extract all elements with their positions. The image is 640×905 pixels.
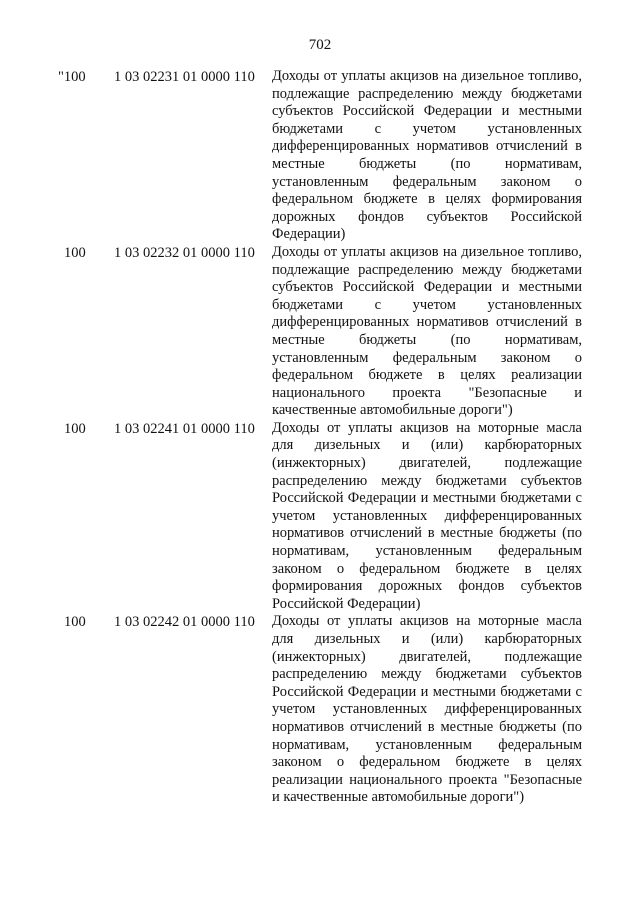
admin-code-cell: "100 xyxy=(58,69,86,85)
revenue-name-cell: Доходы от уплаты акцизов на дизельное топливо, подлежащие распределению между бюджетами субъектов Российской Федерации и местными бюджетами с учетом установленных дифференцированных нормативов отчислений в местные бюджеты (по нормативам, установленным федеральным законом о федеральном бюджете в целях формирования дорожных фондов субъектов Российской Федерации) xyxy=(272,68,582,243)
admin-code-cell: 100 xyxy=(64,420,86,437)
table-row xyxy=(64,244,584,420)
budget-code-cell: 1 03 02242 01 0000 110 xyxy=(114,614,255,631)
revenue-name-cell: Доходы от уплаты акцизов на моторные масла для дизельных и (или) карбюраторных (инжекторных) двигателей, подлежащие распределению между бюджетами субъектов Российской Федерации и местными бюджетами с учетом установленных дифференцированных нормативов отчислений в местные бюджеты (по нормативам, установленным федеральным законом о федеральном бюджете в целях формирования дорожных фондов субъектов Российской Федерации) xyxy=(272,419,582,612)
admin-code-cell: 100 xyxy=(64,614,86,631)
budget-classification-table xyxy=(58,68,584,807)
page-number: 702 xyxy=(308,37,332,53)
revenue-name-cell: Доходы от уплаты акцизов на моторные масла для дизельных и (или) карбюраторных (инжекторных) двигателей, подлежащие распределению между бюджетами субъектов Российской Федерации и местными бюджетами с учетом установленных дифференцированных нормативов отчислений в местные бюджеты (по нормативам, установленным федеральным законом о федеральном бюджете в целях реализации национального проекта "Безопасные и качественные автомобильные дороги") xyxy=(272,613,582,806)
table-row xyxy=(64,420,584,614)
budget-code-cell: 1 03 02241 01 0000 110 xyxy=(114,420,255,437)
revenue-name-cell: Доходы от уплаты акцизов на дизельное топливо, подлежащие распределению между бюджетами субъектов Российской Федерации и местными бюджетами с учетом установленных дифференцированных нормативов отчислений в местные бюджеты (по нормативам, установленным федеральным законом о федеральном бюджете в целях реализации национального проекта "Безопасные и качественные автомобильные дороги") xyxy=(272,243,582,419)
table-row xyxy=(64,613,584,807)
admin-code-cell: 100 xyxy=(64,244,86,261)
budget-code-cell: 1 03 02232 01 0000 110 xyxy=(114,244,255,261)
table-row xyxy=(58,68,584,244)
budget-code-cell: 1 03 02231 01 0000 110 xyxy=(114,69,255,85)
